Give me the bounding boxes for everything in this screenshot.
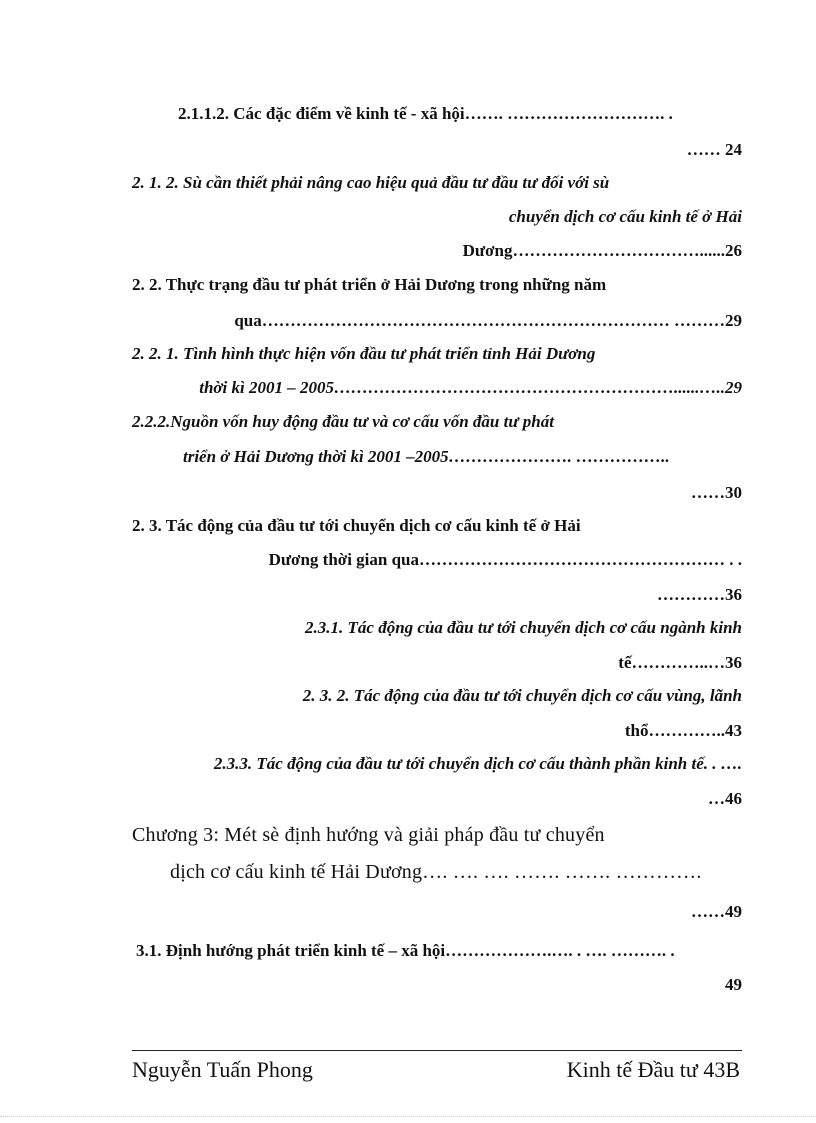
toc-page-number: …………36: [657, 585, 742, 604]
footer-author: Nguyễn Tuấn Phong: [132, 1057, 313, 1082]
toc-entry-2-1-2-line2: chuyển dịch cơ cấu kinh tế ở Hải: [508, 207, 742, 226]
toc-entry-2-3-line2: Dương thời gian qua……………………………………………… . .: [268, 550, 742, 569]
toc-entry-2-2-line2: qua……………………………………………………………… ………29: [234, 311, 742, 330]
toc-entry-3-1: 3.1. Định hướng phát triển kinh tế – xã hội……………….…. . …. ………. .: [136, 941, 675, 960]
toc-page-number: ……49: [691, 902, 742, 921]
toc-chapter-3-line2: dịch cơ cấu kinh tế Hải Dương…. …. …. ……. ……. ………….: [170, 861, 702, 883]
toc-entry-2-1-2-line3: Dương……………………………......26: [462, 241, 742, 260]
page-edge-divider: [0, 1116, 816, 1117]
toc-entry-2-2-2-line2: triển ở Hải Dương thời kì 2001 –2005…………………. ……………..: [183, 447, 670, 466]
toc-entry-2-2-1-line2: thời kì 2001 – 2005……………………………………………………......…..29: [199, 378, 742, 397]
toc-page-number: ……30: [691, 483, 742, 502]
toc-entry-2-3-1-line2: tế…………..…36: [618, 653, 742, 672]
toc-entry-2-1-1-2: 2.1.1.2. Các đặc điểm về kinh tế - xã hội……. ………………………. .: [178, 104, 673, 123]
toc-entry-2-3-2-line2: thổ…………..43: [624, 721, 742, 740]
toc-entry-2-3-2: 2. 3. 2. Tác động của đầu tư tới chuyển dịch cơ cấu vùng, lãnh: [302, 686, 742, 705]
toc-page-number: …46: [708, 789, 742, 808]
toc-entry-2-2-1: 2. 2. 1. Tình hình thực hiện vốn đầu tư phát triển tỉnh Hải Dương: [132, 344, 596, 363]
toc-chapter-3: Chương 3: Mét sè định hướng và giải pháp đầu tư chuyển: [132, 824, 605, 846]
toc-entry-2-3-3: 2.3.3. Tác động của đầu tư tới chuyển dịch cơ cấu thành phần kinh tế. . ….: [213, 754, 742, 773]
toc-page-number: …… 24: [686, 140, 742, 159]
toc-entry-2-1-2: 2. 1. 2. Sù cần thiết phải nâng cao hiệu quả đầu tư đầu tư đối với sù: [132, 173, 610, 192]
footer-course: Kinh tế Đầu tư 43B: [566, 1057, 740, 1082]
footer-rule: [132, 1050, 742, 1051]
toc-entry-2-2: 2. 2. Thực trạng đầu tư phát triển ở Hải Dương trong những năm: [132, 275, 607, 294]
toc-entry-2-3: 2. 3. Tác động của đầu tư tới chuyển dịch cơ cấu kinh tế ở Hải: [132, 516, 581, 535]
toc-entry-2-2-2: 2.2.2.Nguồn vốn huy động đầu tư và cơ cấu vốn đầu tư phát: [132, 412, 554, 431]
toc-page-number: 49: [725, 975, 742, 994]
toc-entry-2-3-1: 2.3.1. Tác động của đầu tư tới chuyển dịch cơ cấu ngành kinh: [305, 618, 742, 637]
